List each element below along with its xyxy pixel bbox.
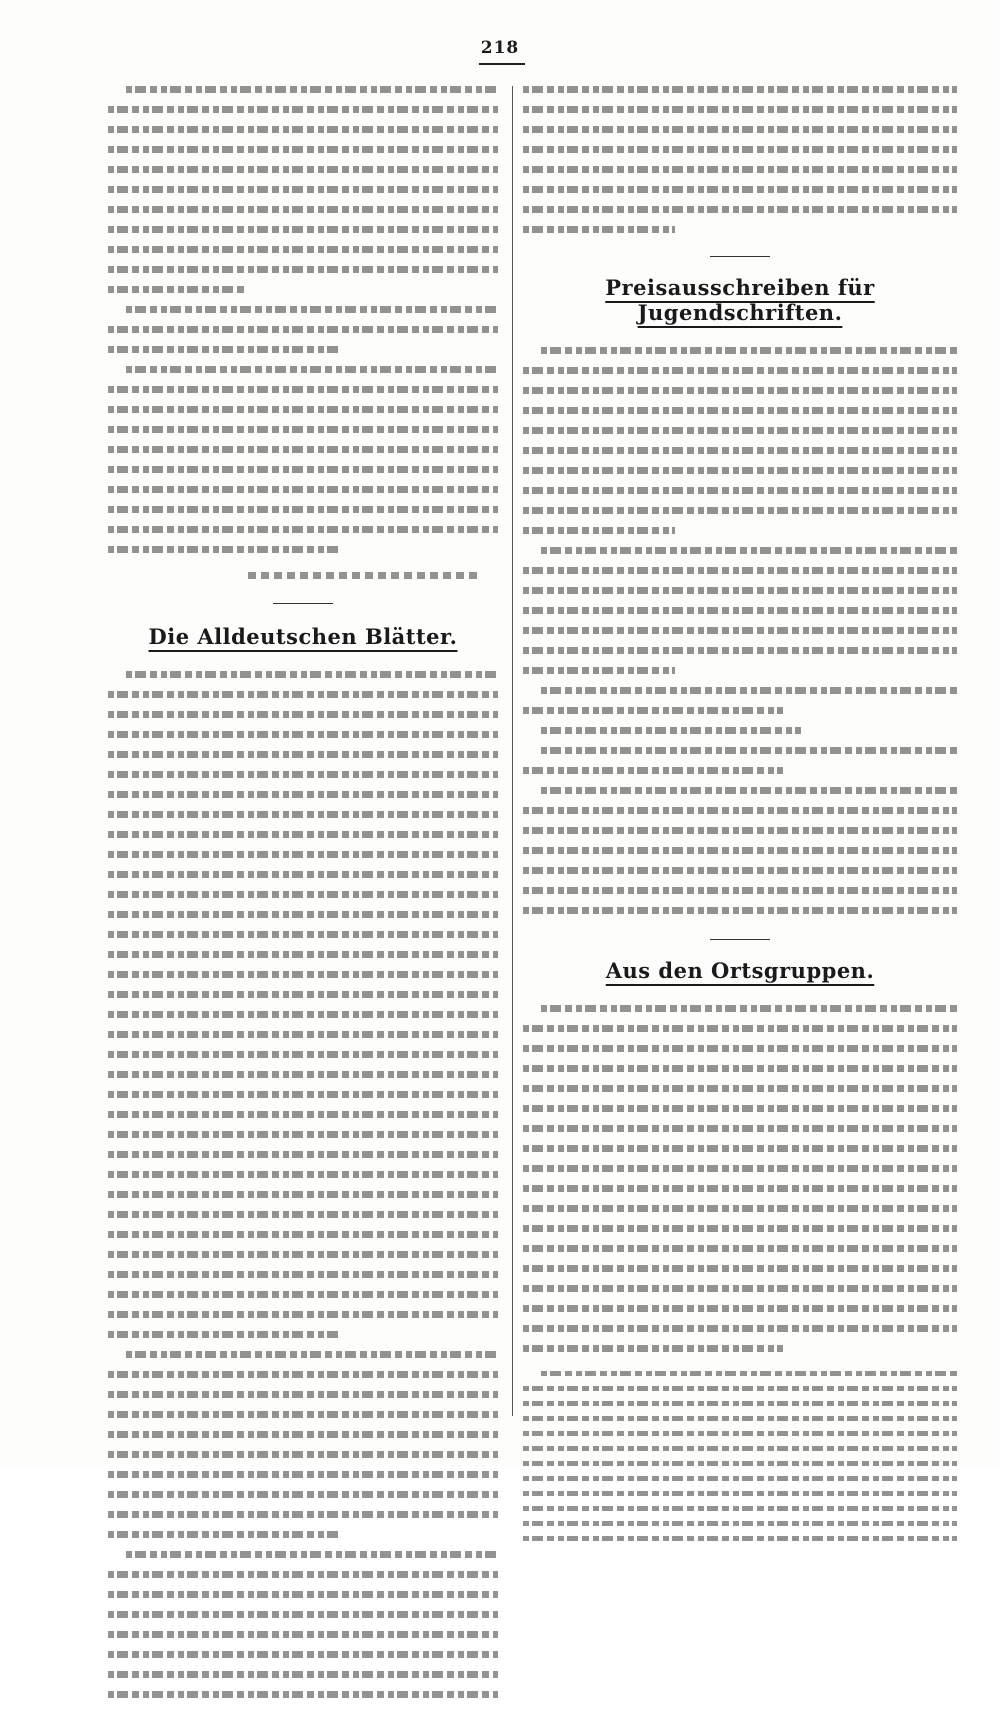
article-continuation-text-right [523,86,957,233]
page-number-underline [479,63,525,65]
section-heading-preisausschreiben: Preisausschreiben für Jugendschriften. [605,275,875,325]
article-signature [248,572,478,579]
section-heading-ortsgruppen: Aus den Ortsgruppen. [605,958,875,983]
alldeutsche-blaetter-text [108,671,498,1698]
article-continuation-text [108,86,498,553]
preisausschreiben-text [523,347,957,914]
page-number: 218 [480,38,520,58]
column-divider [512,86,513,1416]
left-column [108,86,498,1711]
section-heading-alldeutsche-blaetter: Die Alldeutschen Blätter. [148,624,458,649]
ortsgruppen-quotation [523,1371,957,1541]
ortsgruppen-text [523,1005,957,1352]
right-column [523,86,957,1551]
